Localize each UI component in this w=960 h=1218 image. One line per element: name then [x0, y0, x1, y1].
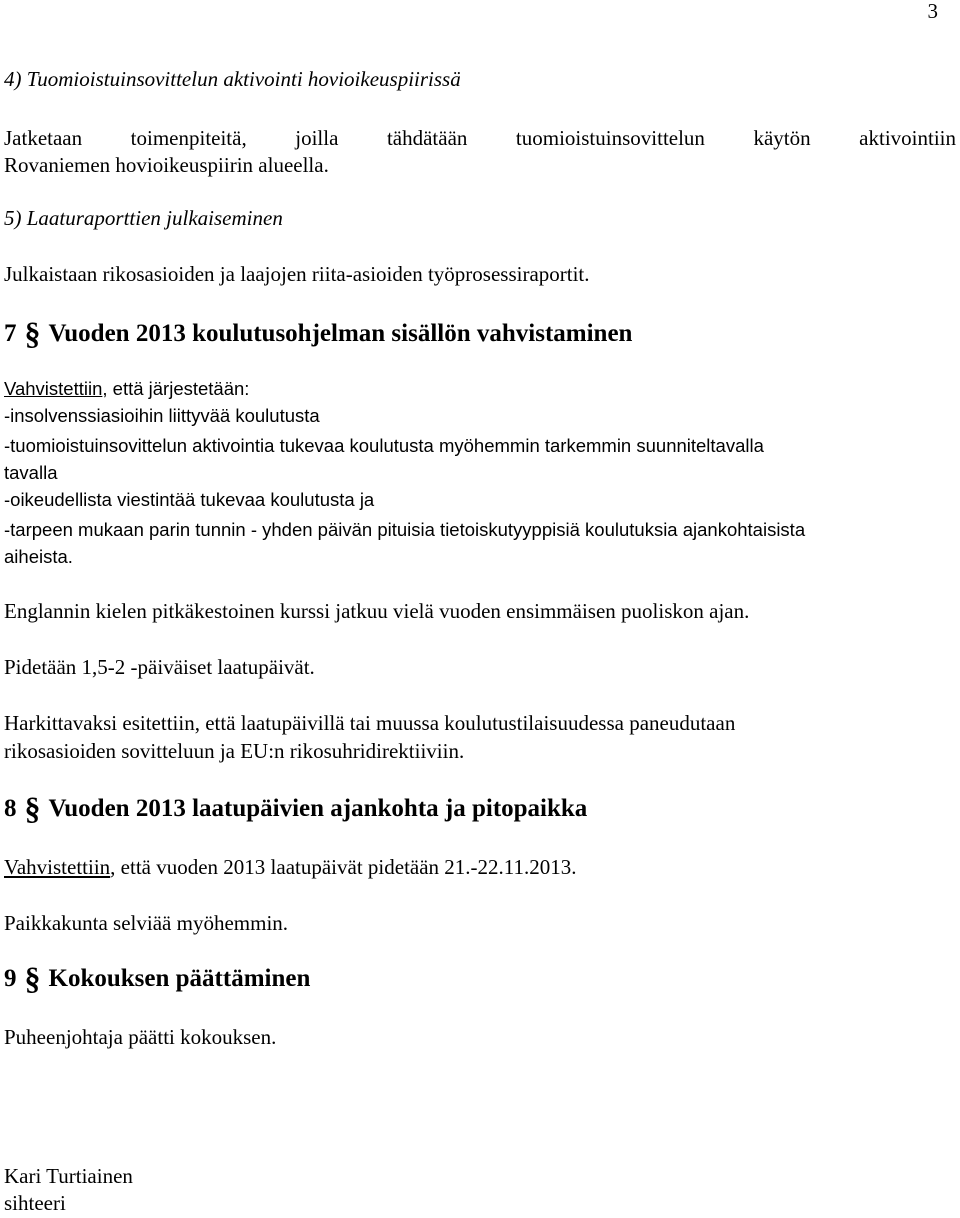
page-number: 3 [927, 0, 938, 23]
section7-title: Vuoden 2013 koulutusohjelman sisällön vahvistaminen [48, 320, 633, 347]
section8-title: Vuoden 2013 laatupäivien ajankohta ja pitopaikka [48, 795, 588, 822]
section5-body: Julkaistaan rikosasioiden ja laajojen riita-asioiden työprosessiraportit. [4, 262, 590, 286]
section9-title: Kokouksen päättäminen [48, 965, 311, 992]
section9-number: 9 [4, 965, 17, 992]
section8-number: 8 [4, 795, 17, 822]
list-item-continuation: aiheista. [4, 546, 73, 567]
section8-heading [4, 790, 956, 826]
section4-body-line1: Jatketaan toimenpiteitä, joilla tähdätään tuomioistuinsovittelun käytön aktivointiin [4, 126, 956, 150]
list-item: -oikeudellista viestintää tukevaa koulutusta ja [4, 489, 375, 510]
section7-paragraph-days: Pidetään 1,5-2 -päiväiset laatupäivät. [4, 655, 315, 679]
list-item: -tarpeen mukaan parin tunnin - yhden päivän pituisia tietoiskutyyppisiä koulutuksia ajankohtaisista [4, 519, 806, 540]
section4-body-line2: Rovaniemen hovioikeuspiirin alueella. [4, 153, 329, 177]
section7-heading [4, 315, 956, 351]
list-item: -insolvenssiasioihin liittyvää koulutusta [4, 405, 320, 426]
section5-title: 5) Laaturaporttien julkaiseminen [4, 206, 283, 230]
section4-title: 4) Tuomioistuinsovittelun aktivointi hovioikeuspiirissä [4, 67, 461, 91]
section8-confirm-rest: , että vuoden 2013 laatupäivät pidetään 21.-22.11.2013. [110, 855, 577, 879]
section7-intro [4, 375, 956, 402]
section9-heading [4, 960, 956, 996]
signature-role: sihteeri [4, 1191, 66, 1215]
section9-body: Puheenjohtaja päätti kokouksen. [4, 1025, 277, 1049]
section-sign-icon: § [24, 315, 41, 351]
section-sign-icon: § [24, 960, 41, 996]
section7-number: 7 [4, 320, 17, 347]
section7-paragraph-english: Englannin kielen pitkäkestoinen kurssi jatkuu vielä vuoden ensimmäisen puoliskon ajan. [4, 599, 750, 623]
section-sign-icon: § [24, 790, 41, 826]
section8-location: Paikkakunta selviää myöhemmin. [4, 911, 289, 935]
signature-name: Kari Turtiainen [4, 1164, 133, 1188]
section7-intro-rest: , että järjestetään: [102, 378, 250, 399]
list-item-continuation: tavalla [4, 462, 58, 483]
section8-confirm-underlined: Vahvistettiin [4, 855, 111, 879]
list-item: -tuomioistuinsovittelun aktivointia tukevaa koulutusta myöhemmin tarkemmin suunniteltavalla [4, 435, 764, 456]
section8-confirm [4, 852, 956, 882]
section7-paragraph-consider-line2: rikosasioiden sovitteluun ja EU:n rikosuhridirektiiviin. [4, 739, 465, 763]
section7-intro-underlined: Vahvistettiin [4, 378, 103, 399]
section7-paragraph-consider-line1: Harkittavaksi esitettiin, että laatupäivillä tai muussa koulutustilaisuudessa paneudutaan [4, 711, 736, 735]
